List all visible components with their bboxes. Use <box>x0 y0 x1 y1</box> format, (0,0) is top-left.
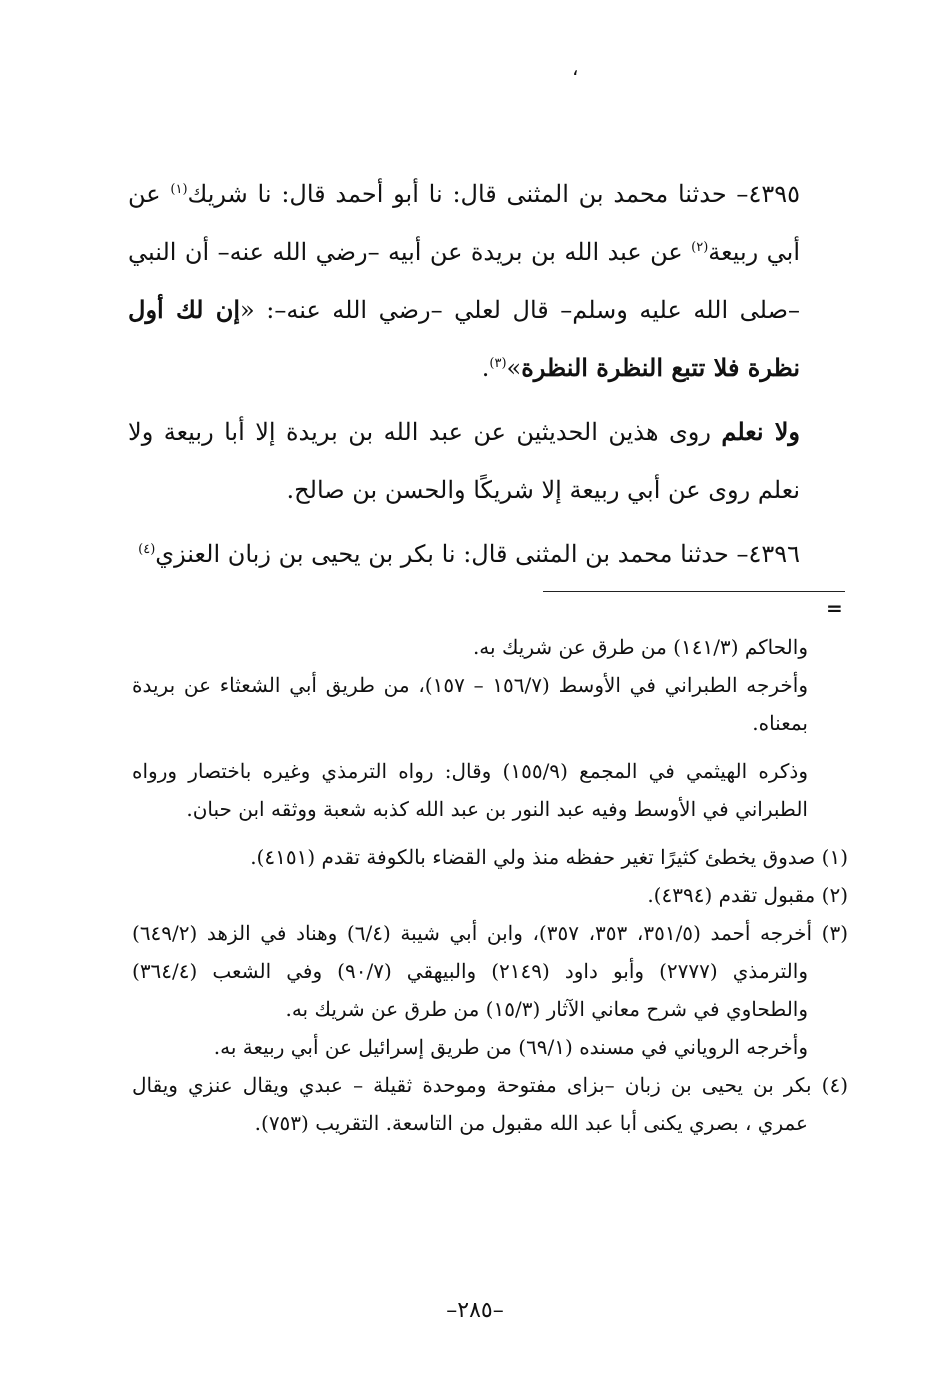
footnote-continued-3: وذكره الهيثمي في المجمع (١٥٥/٩) وقال: رواه الترمذي وغيره باختصار ورواه الطبراني في الأوسط وفيه عبد النور بن عبد الله كذبه شعبة ووثقه ابن حبان. <box>132 759 808 821</box>
author-comment <box>128 403 848 519</box>
hadith-4395-body: عن عبد الله بن بريدة عن أبيه –رضي الله عنه– أن النبي –صلى الله عليه وسلم– قال لعلي –رضي الله عنه–: « <box>128 238 800 324</box>
footnote-3-continued: وأخرجه الروياني في مسنده (٦٩/١) من طريق إسرائيل عن أبي ربيعة به. <box>213 1035 808 1059</box>
footnote-ref-1: (١) <box>170 182 188 197</box>
footnote-divider <box>543 591 845 592</box>
main-text <box>128 165 848 583</box>
hadith-4396 <box>128 525 848 583</box>
comment-body: روى هذين الحديثين عن عبد الله بن بريدة إلا أبا ربيعة ولا نعلم روى عن أبي ربيعة إلا شريكًا والحسن بن صالح. <box>128 418 800 504</box>
page-number: –٢٨٥– <box>446 1298 504 1323</box>
footnote-3: (٣) أخرجه أحمد (٣٥١/٥، ٣٥٣، ٣٥٧)، وابن أبي شيبة (٦/٤) وهناد في الزهد (٦٤٩/٢) والترمذي (٢٧٧٧) وأبو داود (٢١٤٩) والبيهقي (٩٠/٧) وفي الشعب (٣٦٤/٤) والطحاوي في شرح معاني الآثار (١٥/٣) من طرق عن شريك به. <box>132 921 849 1021</box>
footnote-continued-1: والحاكم (١٤١/٣) من طرق عن شريك به. <box>472 635 808 659</box>
hadith-4395-end: . <box>481 354 490 382</box>
footnote-ref-2: (٢) <box>691 240 709 255</box>
footnotes <box>132 628 848 1142</box>
footnote-ref-4: (٤) <box>138 542 156 557</box>
hadith-4395-narrator: عن أبي ربيعة <box>128 180 800 266</box>
footnote-2: (٢) مقبول تقدم (٤٣٩٤). <box>647 883 848 907</box>
footnote-4: (٤) بكر بن يحيى بن زبان –بزاى مفتوحة وموحدة ثقيلة – عبدي ويقال عنزي ويقال عمري ، بصري يكنى أبا عبد الله مقبول من التاسعة. التقريب (٧٥٣). <box>132 1073 848 1135</box>
footnote-continued-2: وأخرجه الطبراني في الأوسط (١٥٦/٧ – ١٥٧)، من طريق أبي الشعثاء عن بريدة بمعناه. <box>132 673 808 735</box>
hadith-4396-text: ٤٣٩٦– حدثنا محمد بن المثنى قال: نا بكر بن يحيى بن زبان العنزي <box>155 540 800 568</box>
hadith-4395 <box>128 165 848 397</box>
quote-close: » <box>506 354 522 382</box>
hadith-4395-quote: إن لك أول نظرة فلا تتبع النظرة النظرة <box>128 295 800 382</box>
comment-lead: ولا نعلم <box>721 417 801 446</box>
footnote-ref-3: (٣) <box>489 356 507 371</box>
footnote-1: (١) صدوق يخطئ كثيرًا تغير حفظه منذ ولي القضاء بالكوفة تقدم (٤١٥١). <box>250 845 848 869</box>
footnote-continuation-mark: = <box>826 596 843 620</box>
top-mark: ، <box>572 56 579 80</box>
hadith-4395-line1: ٤٣٩٥– حدثنا محمد بن المثنى قال: نا أبو أحمد قال: نا شريك <box>187 180 800 208</box>
